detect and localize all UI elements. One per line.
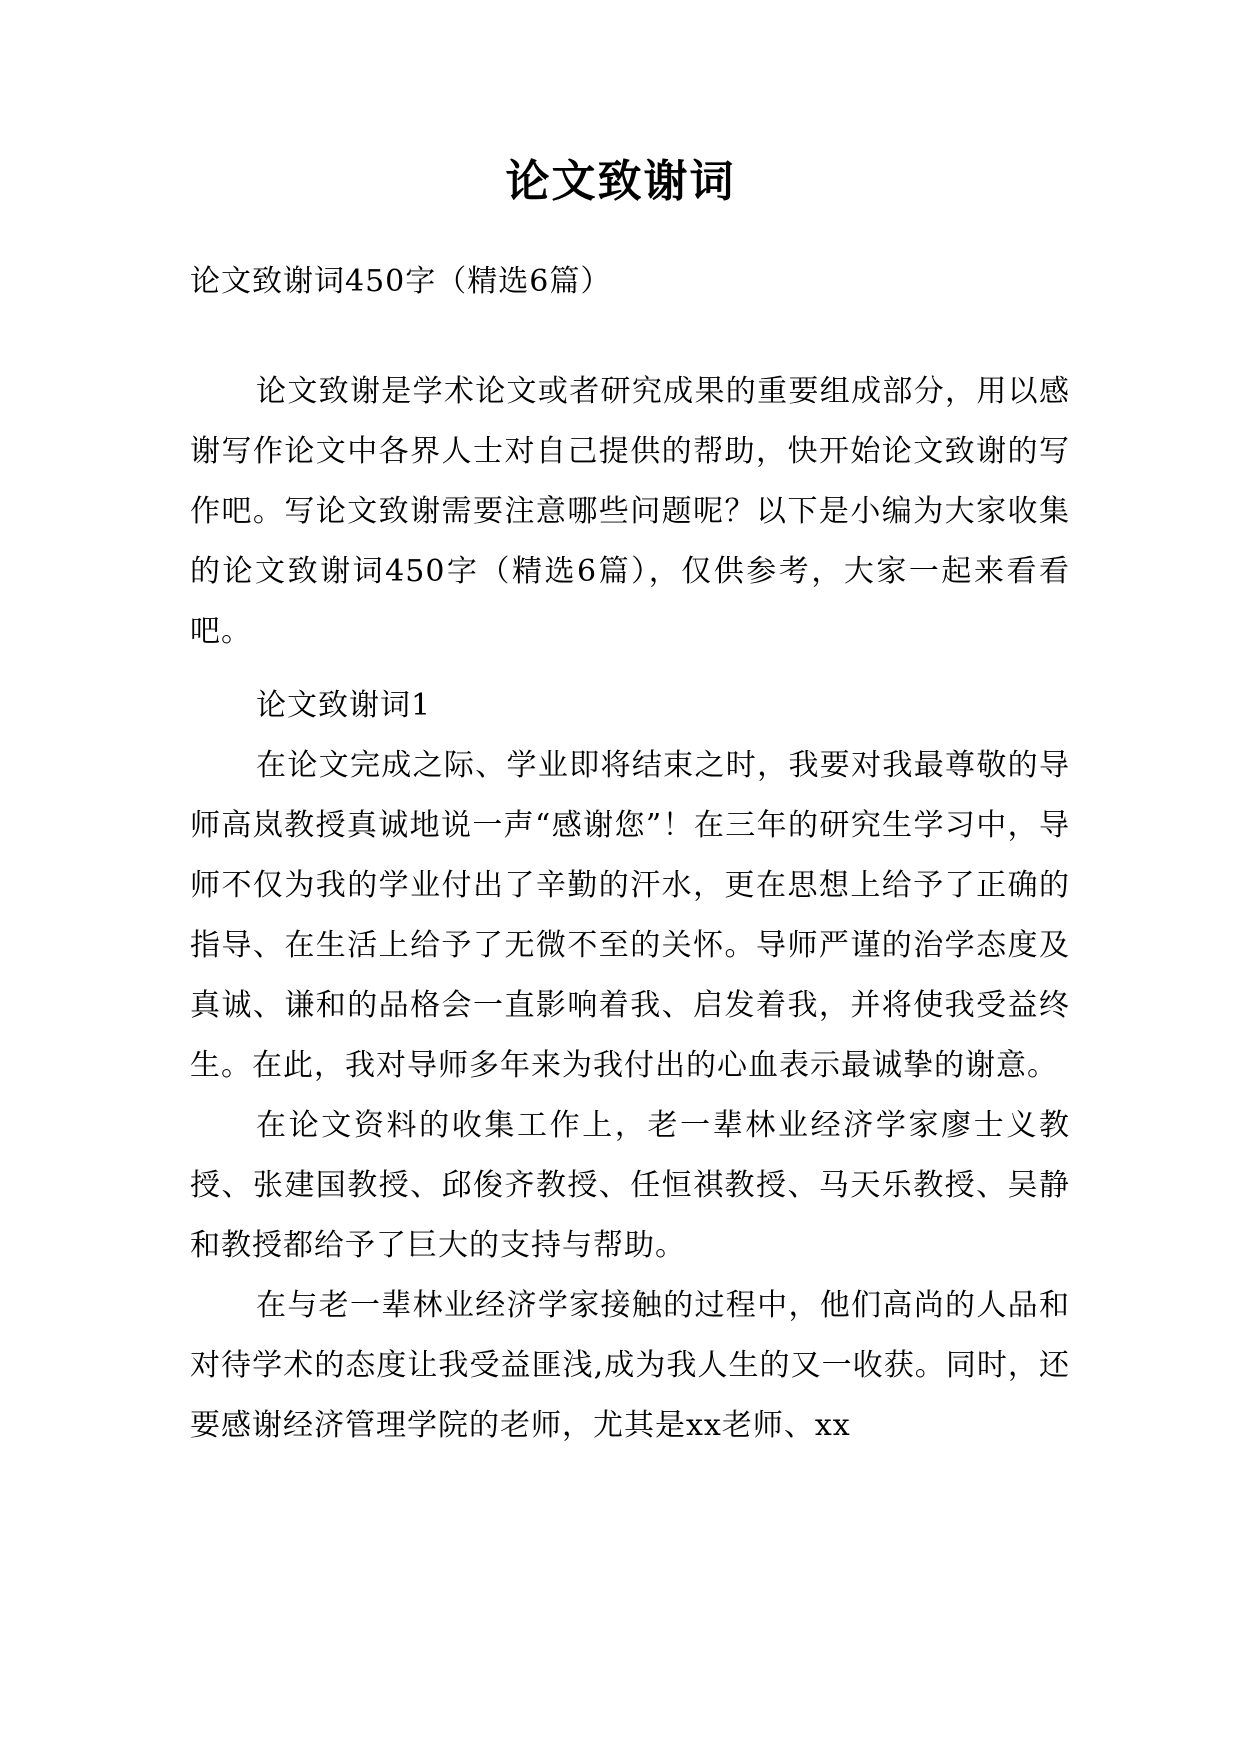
body-paragraph: 在论文资料的收集工作上，老一辈林业经济学家廖士义教授、张建国教授、邱俊齐教授、任恒祺教授、马天乐教授、吴静和教授都给予了巨大的支持与帮助。 [190, 1108, 1070, 1263]
body-paragraph: 在论文完成之际、学业即将结束之时，我要对我最尊敬的导师高岚教授真诚地说一声“感谢您”！在三年的研究生学习中，导师不仅为我的学业付出了辛勤的汗水，更在思想上给予了正确的指导、在生活上给予了无微不至的关怀。导师严谨的治学态度及真诚、谦和的品格会一直影响着我、启发着我，并将使我受益终生。在此，我对导师多年来为我付出的心血表示最诚挚的谢意。 [190, 748, 1070, 1083]
intro-paragraph: 论文致谢是学术论文或者研究成果的重要组成部分，用以感谢写作论文中各界人士对自己提供的帮助，快开始论文致谢的写作吧。写论文致谢需要注意哪些问题呢？以下是小编为大家收集的论文致谢词450字（精选6篇），仅供参考，大家一起来看看吧。 [190, 374, 1070, 649]
section-heading: 论文致谢词1 [256, 688, 432, 723]
document-subtitle: 论文致谢词450字（精选6篇） [190, 264, 612, 299]
document-title: 论文致谢词 [505, 156, 736, 207]
body-paragraph: 在与老一辈林业经济学家接触的过程中，他们高尚的人品和对待学术的态度让我受益匪浅,成为我人生的又一收获。同时，还要感谢经济管理学院的老师，尤其是xx老师、xx [190, 1288, 1070, 1443]
